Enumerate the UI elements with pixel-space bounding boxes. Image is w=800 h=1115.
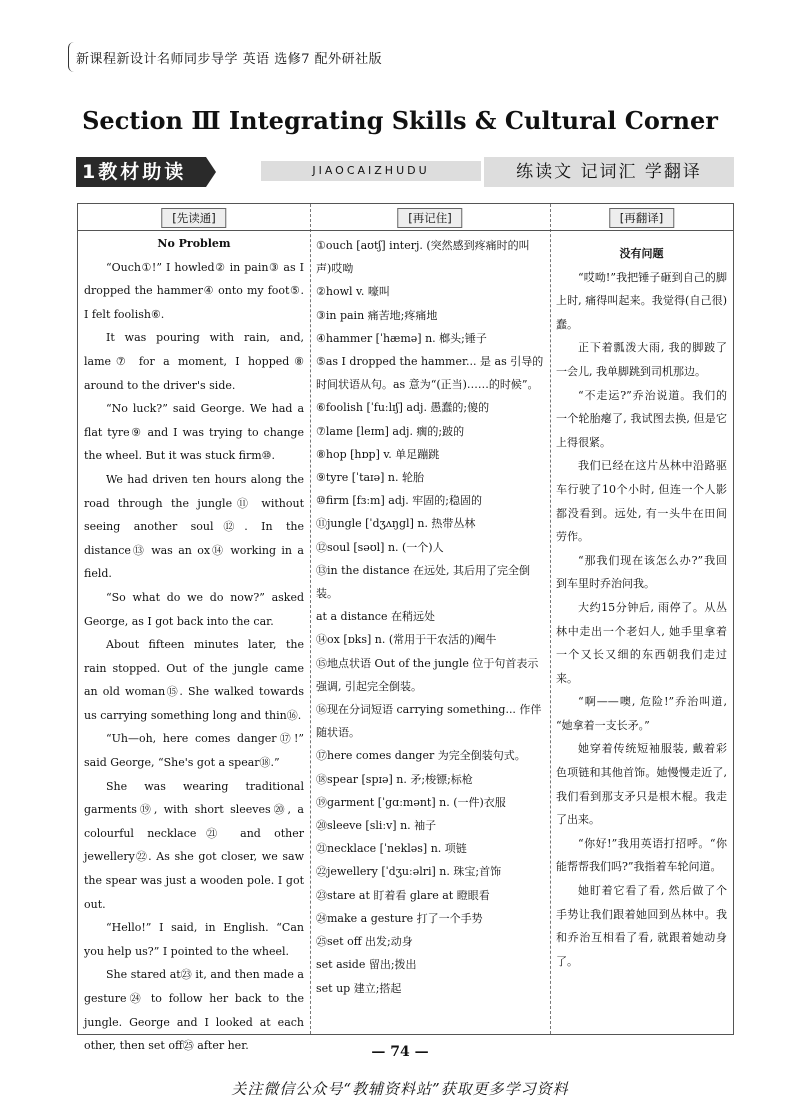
banner-label: 1教材助读 bbox=[76, 157, 206, 187]
vocab-note: ⑤as I dropped the hammer... 是 as 引导的时间状语从句。as 意为“(正当)……的时候”。 bbox=[316, 355, 544, 392]
section-title: Section Ⅲ Integrating Skills & Cultural Corner bbox=[82, 106, 718, 135]
vocab-note: ⑰here comes danger 为完全倒装句式。 bbox=[316, 749, 526, 763]
translation-paragraph: “不走运?”乔治说道。我们的一个轮胎瘪了, 我试图去换, 但是它上得很紧。 bbox=[556, 388, 727, 449]
notes-body bbox=[316, 234, 544, 1000]
vocab-note: set up 建立;搭起 bbox=[316, 981, 402, 995]
reading-title: No Problem bbox=[157, 237, 231, 250]
footer-note: 关注微信公众号“教辅资料站”获取更多学习资料 bbox=[231, 1080, 569, 1098]
vocab-note: ⑫soul [səʊl] n. (一个)人 bbox=[316, 540, 444, 554]
vocab-note: ⑬in the distance 在远处, 其后用了完全倒装。 bbox=[316, 563, 531, 601]
notes-column-label: [再记住] bbox=[397, 208, 462, 228]
vocab-note: ㉕set off 出发;动身 bbox=[316, 935, 413, 949]
vocab-note: ⑥foolish [ˈfuːlɪʃ] adj. 愚蠢的;傻的 bbox=[316, 401, 490, 415]
banner-pinyin: JIAOCAIZHUDU bbox=[261, 161, 481, 181]
translation-body bbox=[556, 234, 727, 973]
translation-column-label: [再翻译] bbox=[609, 208, 674, 228]
vocab-note: ⑱spear [spɪə] n. 矛;梭镖;标枪 bbox=[316, 772, 473, 786]
translation-title: 没有问题 bbox=[619, 247, 664, 260]
reading-paragraph: “Ouch①!” I howled② in pain③ as I dropped the hammer④ onto my foot⑤. I felt foolish⑥. bbox=[84, 260, 304, 321]
translation-paragraph: “你好!”我用英语打招呼。“你能帮帮我们吗?”我指着车轮问道。 bbox=[556, 836, 727, 874]
translation-paragraph: 她盯着它看了看, 然后做了个手势让我们跟着她回到丛林中。我和乔治互相看了看, 就跟着她动身了。 bbox=[556, 884, 727, 968]
translation-paragraph: 她穿着传统短袖服装, 戴着彩色项链和其他首饰。她慢慢走近了, 我们看到那支矛只是根木棍。我走了出来。 bbox=[556, 742, 727, 827]
reading-body bbox=[84, 234, 304, 1058]
reading-paragraph: She was wearing traditional garments⑲, with short sleeves⑳, a colourful necklace㉑ and other jewellery㉒. As she got closer, we saw the spear was just a wooden pole. I got out. bbox=[84, 779, 304, 911]
translation-column bbox=[550, 204, 733, 1034]
reading-paragraph: It was pouring with rain, and, lame⑦ for a moment, I hopped⑧ around to the driver's side. bbox=[84, 331, 304, 392]
reading-paragraph: “No luck?” said George. We had a flat tyre⑨ and I was trying to change the wheel. But it was stuck firm⑩. bbox=[84, 402, 304, 463]
translation-paragraph: 大约15分钟后, 雨停了。从丛林中走出一个老妇人, 她手里拿着一个又长又细的东西朝我们走过来。 bbox=[556, 600, 727, 685]
vocab-note: at a distance 在稍远处 bbox=[316, 610, 435, 624]
vocab-note: ⑯现在分词短语 carrying something... 作伴随状语。 bbox=[316, 703, 542, 740]
vocab-note: ㉔make a gesture 打了一个手势 bbox=[316, 911, 483, 925]
vocab-note: ⑭ox [ɒks] n. (常用于干农活的)阉牛 bbox=[316, 633, 497, 647]
translation-paragraph: “哎呦!”我把锤子砸到自己的脚上时, 痛得叫起来。我觉得(自己很)蠢。 bbox=[556, 270, 727, 331]
vocab-note: ⑮地点状语 Out of the jungle 位于句首表示强调, 引起完全倒装。 bbox=[316, 656, 539, 693]
vocab-note: ㉑necklace [ˈnekləs] n. 项链 bbox=[316, 842, 467, 856]
vocab-note: ㉒jewellery [ˈdʒuːəlri] n. 珠宝;首饰 bbox=[316, 865, 502, 879]
reading-paragraph: We had driven ten hours along the road through the jungle⑪ without seeing another soul⑫. In the distance⑬ was an ox⑭ working in a field. bbox=[84, 472, 304, 581]
vocab-note: ④hammer [ˈhæmə] n. 榔头;锤子 bbox=[316, 331, 487, 345]
reading-column-label: [先读通] bbox=[161, 208, 226, 228]
banner-arrow-icon bbox=[206, 157, 216, 187]
reading-paragraph: About fifteen minutes later, the rain stopped. Out of the jungle came an old woman⑮. She walked towards us carrying something long and thin⑯. bbox=[84, 638, 304, 722]
page-number: — 74 — bbox=[371, 1044, 429, 1060]
translation-paragraph: 正下着瓢泼大雨, 我的脚跛了一会儿, 我单脚跳到司机那边。 bbox=[556, 341, 727, 378]
header-bracket bbox=[68, 42, 75, 72]
vocab-note: ㉓stare at 盯着看 glare at 瞪眼看 bbox=[316, 888, 490, 902]
translation-paragraph: “那我们现在该怎么办?”我回到车里时乔治问我。 bbox=[556, 553, 727, 591]
book-header: 新课程新设计名师同步导学 英语 选修7 配外研社版 bbox=[76, 52, 383, 67]
section-banner bbox=[76, 157, 734, 187]
vocab-note: ⑦lame [leɪm] adj. 瘸的;跛的 bbox=[316, 424, 465, 438]
reading-column bbox=[78, 204, 311, 1053]
reading-paragraph: “Uh—oh, here comes danger⑰!” said George, “She's got a spear⑱.” bbox=[84, 732, 304, 770]
reading-paragraph: “So what do we do now?” asked George, as I got back into the car. bbox=[84, 590, 304, 628]
vocab-note: ⑨tyre [ˈtaɪə] n. 轮胎 bbox=[316, 471, 424, 485]
translation-paragraph: “啊——噢, 危险!”乔治叫道, “她拿着一支长矛。” bbox=[556, 695, 727, 732]
vocab-note: ①ouch [aʊtʃ] interj. (突然感到疼痛时的叫声)哎呦 bbox=[316, 239, 530, 276]
reading-paragraph: She stared at㉓ it, and then made a gesture㉔ to follow her back to the jungle. George and I looked at each other, then set off㉕ after her. bbox=[84, 968, 304, 1053]
banner-tagline: 练读文 记词汇 学翻译 bbox=[484, 157, 734, 187]
reading-paragraph: “Hello!” I said, in English. “Can you help us?” I pointed to the wheel. bbox=[84, 921, 304, 958]
vocab-note: ②howl v. 嚎叫 bbox=[316, 285, 390, 299]
vocab-note: set aside 留出;拨出 bbox=[316, 958, 417, 972]
vocab-note: ③in pain 痛苦地;疼痛地 bbox=[316, 308, 438, 322]
vocab-note: ⑳sleeve [sliːv] n. 袖子 bbox=[316, 819, 437, 833]
vocab-note: ⑪jungle [ˈdʒʌŋgl] n. 热带丛林 bbox=[316, 517, 476, 531]
translation-paragraph: 我们已经在这片丛林中沿路驱车行驶了10个小时, 但连一个人影都没看到。远处, 有一头牛在田间劳作。 bbox=[556, 459, 727, 544]
vocab-note: ⑲garment [ˈgɑːmənt] n. (一件)衣服 bbox=[316, 795, 506, 809]
notes-column bbox=[310, 204, 551, 1034]
vocab-note: ⑧hop [hɒp] v. 单足蹦跳 bbox=[316, 447, 440, 461]
vocab-note: ⑩firm [fɜːm] adj. 牢固的;稳固的 bbox=[316, 494, 482, 508]
